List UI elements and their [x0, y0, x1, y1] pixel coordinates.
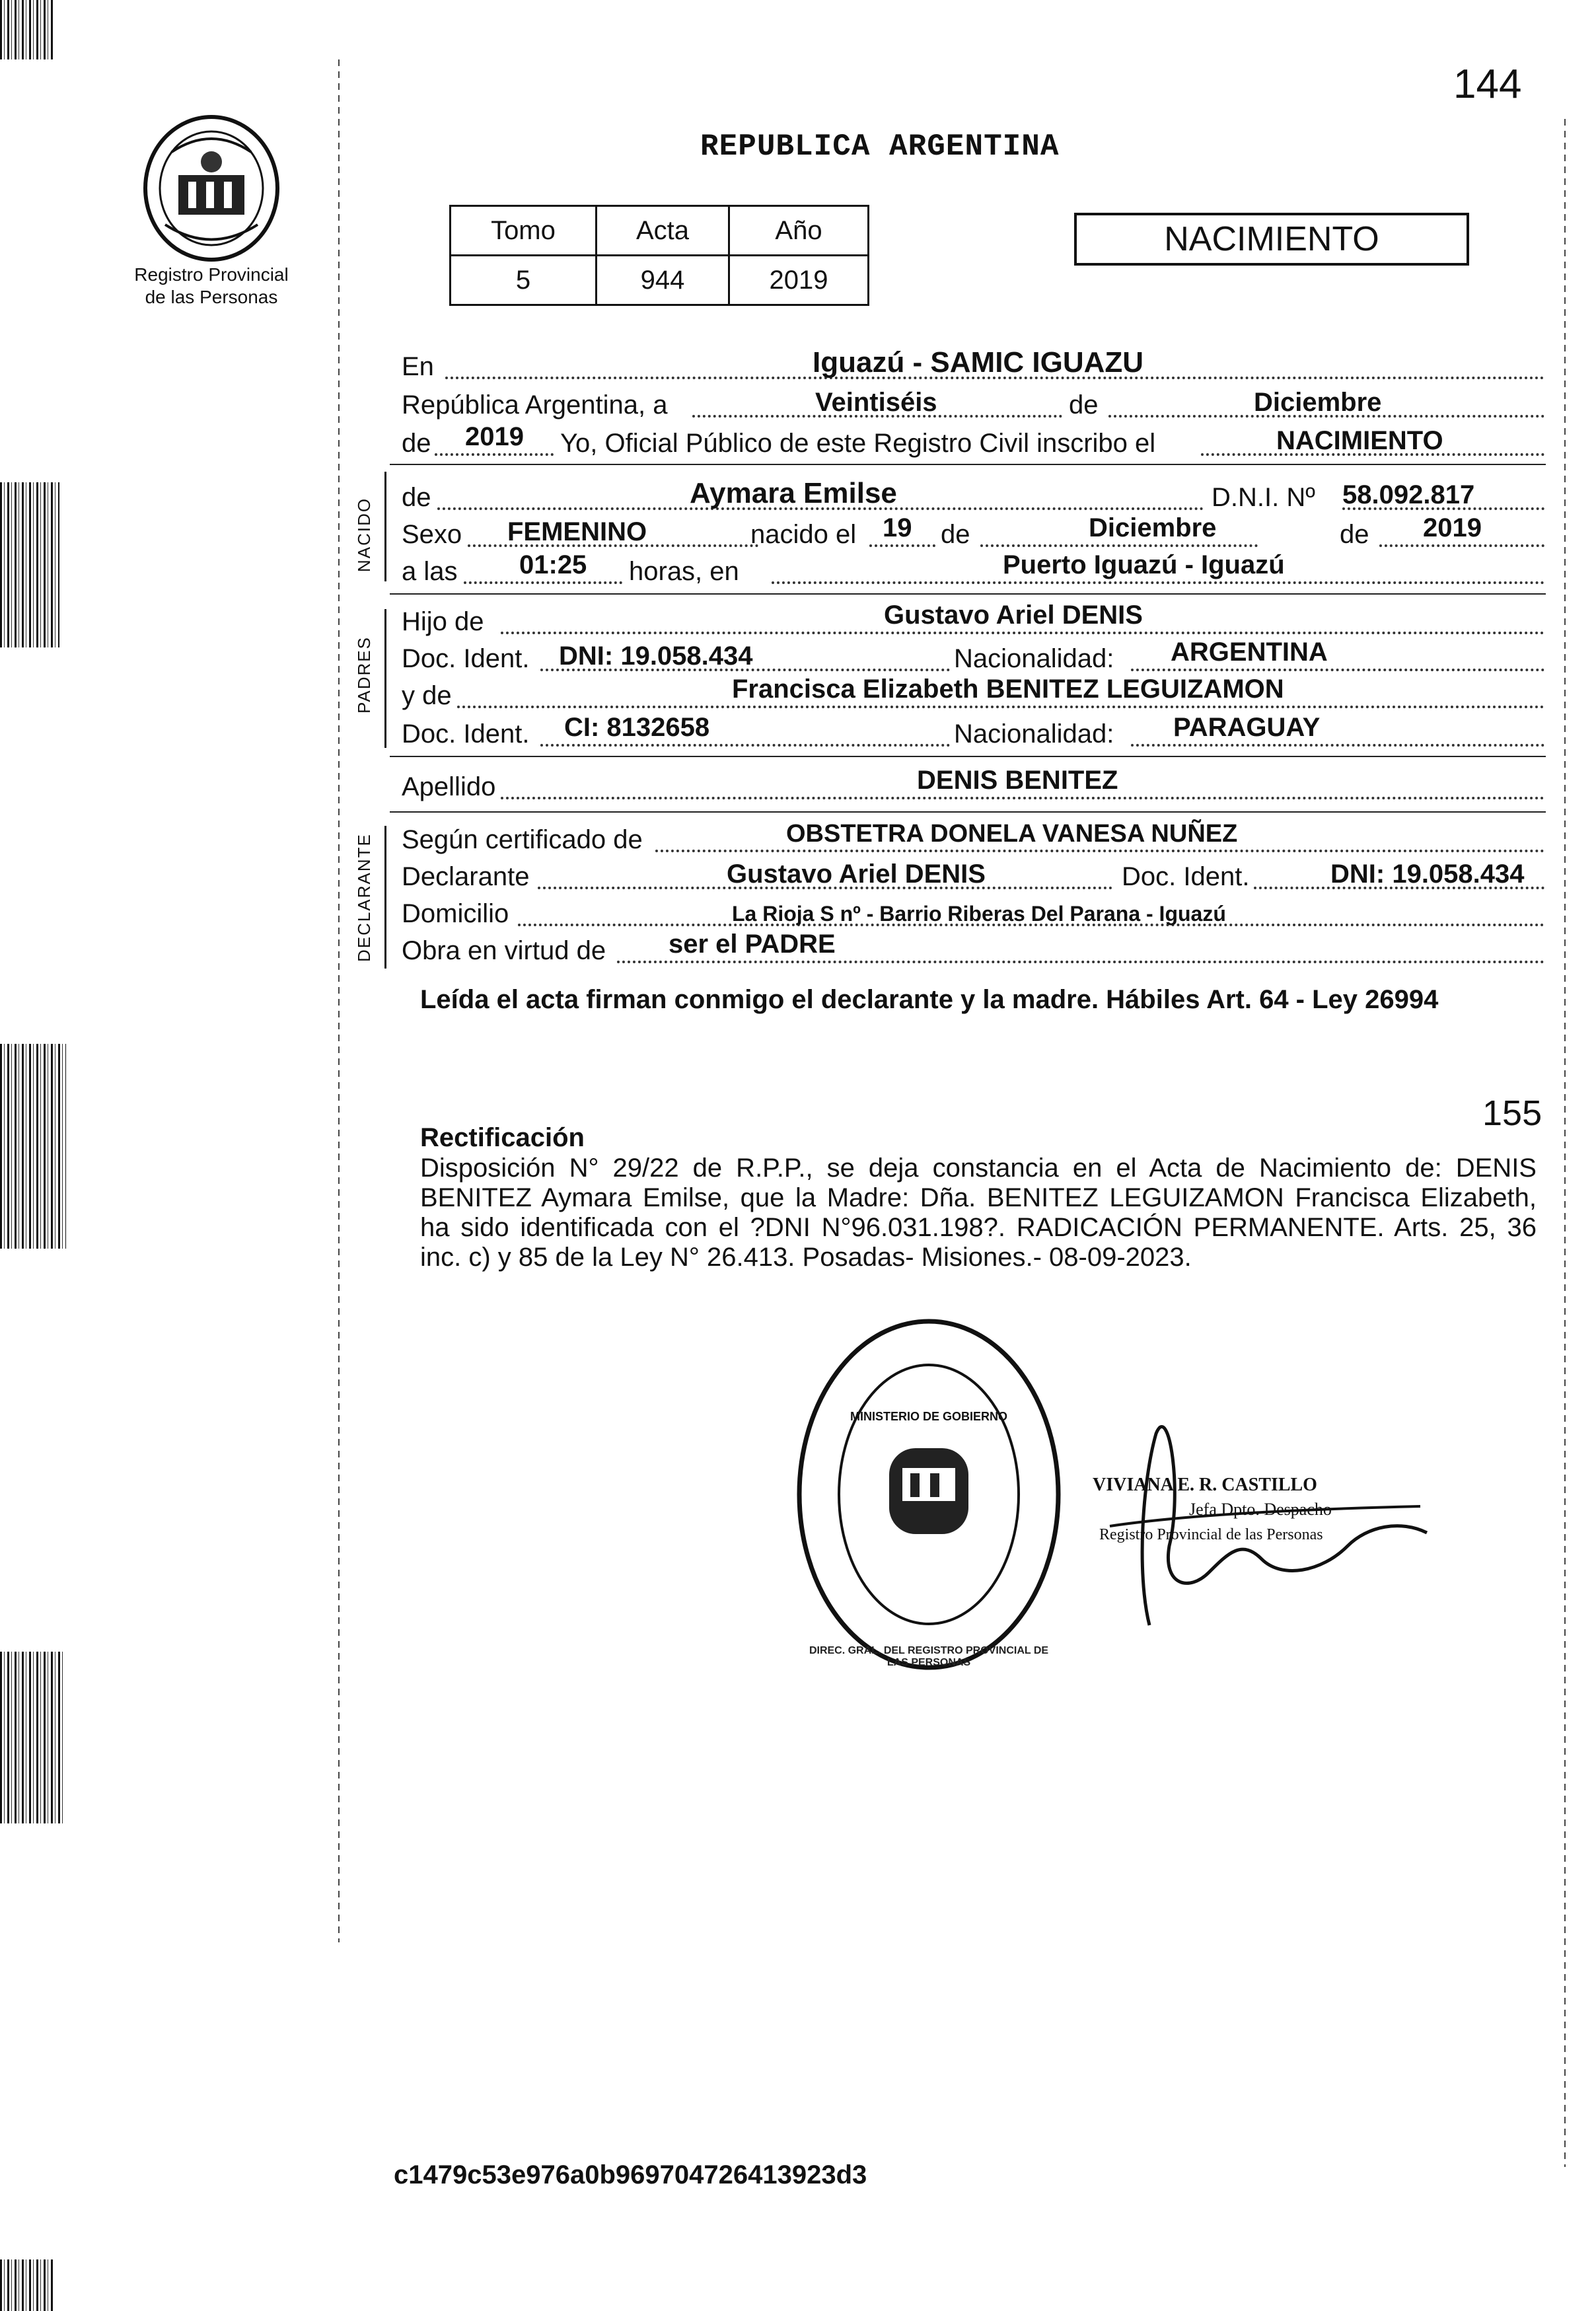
- label-name-de: de: [402, 483, 431, 512]
- label-de: de: [1069, 390, 1099, 420]
- page-number: 144: [1453, 61, 1522, 107]
- binding-strip-2: [0, 1044, 66, 1249]
- binding-strip-bottom: [0, 2259, 53, 2311]
- registry-header-ano: Año: [729, 206, 868, 256]
- registry-value-acta: 944: [596, 256, 729, 305]
- label-apellido: Apellido: [402, 772, 496, 801]
- dotted-line: [772, 581, 1544, 584]
- label-en: En: [402, 352, 434, 381]
- emblem-caption-1: Registro Provincial: [134, 264, 289, 285]
- label-obra: Obra en virtud de: [402, 936, 606, 965]
- row-nombre: [402, 477, 1544, 517]
- label-de2: de: [402, 429, 431, 458]
- section-label-nacido: NACIDO: [354, 497, 374, 572]
- row-apellido: [402, 766, 1544, 806]
- act-type-box: NACIMIENTO: [1074, 213, 1469, 266]
- registry-table-value-row: [451, 256, 869, 305]
- registry-table: [449, 205, 869, 306]
- dotted-line: [617, 961, 1544, 963]
- section-label-padres: PADRES: [354, 636, 374, 714]
- stamp-inner-text: MINISTERIO DE GOBIERNO: [850, 1410, 1008, 1423]
- emblem-caption-2: de las Personas: [145, 287, 278, 307]
- label-declarante: Declarante: [402, 862, 530, 891]
- label-doc-ident2: Doc. Ident.: [402, 719, 530, 749]
- row-sexo: [402, 513, 1544, 554]
- value-birth-month: Diciembre: [1089, 513, 1217, 542]
- value-declarante: Gustavo Ariel DENIS: [727, 860, 986, 889]
- row-hora: [402, 550, 1544, 591]
- dotted-line: [1131, 669, 1544, 671]
- value-father-doc: DNI: 19.058.434: [559, 642, 753, 671]
- dotted-line: [501, 797, 1544, 799]
- value-inscribo: NACIMIENTO: [1276, 426, 1443, 455]
- value-dni: 58.092.817: [1342, 480, 1475, 509]
- value-obra: ser el PADRE: [669, 930, 836, 959]
- padres-bracket: [384, 609, 386, 748]
- label-de3: de: [941, 520, 970, 549]
- label-y-de: y de: [402, 681, 452, 710]
- dotted-line: [1379, 544, 1544, 547]
- row-father-doc: [402, 638, 1544, 678]
- label-domicilio: Domicilio: [402, 899, 509, 928]
- dotted-line: [457, 706, 1544, 708]
- stamp-seal-icon: [790, 1316, 1068, 1673]
- value-en: Iguazú - SAMIC IGUAZU: [813, 346, 1144, 379]
- rectification-number: 155: [1482, 1093, 1542, 1133]
- row-declarante: [402, 860, 1544, 896]
- registry-table-header-row: [451, 206, 869, 256]
- label-nacido-el: nacido el: [750, 520, 857, 549]
- row-en: [402, 346, 1544, 386]
- label-republica: República Argentina, a: [402, 390, 668, 420]
- label-a-las: a las: [402, 557, 458, 586]
- label-nacionalidad: Nacionalidad:: [954, 644, 1114, 673]
- registry-value-ano: 2019: [729, 256, 868, 305]
- label-doc-ident: Doc. Ident.: [402, 644, 530, 673]
- row-y-de: [402, 675, 1544, 715]
- label-horas: horas, en: [629, 557, 739, 586]
- signature-role: Jefa Dpto. Despacho: [1189, 1500, 1332, 1519]
- binding-strip-3: [0, 1652, 63, 1823]
- dotted-line: [464, 581, 622, 584]
- left-margin-line: [338, 59, 340, 1942]
- value-year: 2019: [465, 422, 524, 451]
- dotted-line: [869, 544, 935, 547]
- value-birth-day: 19: [883, 513, 912, 542]
- row-fecha: [402, 388, 1544, 424]
- value-father-name: Gustavo Ariel DENIS: [884, 601, 1143, 630]
- stamp-ring-text: DIREC. GRAL. DEL REGISTRO PROVINCIAL DE LAS PERSONAS: [809, 1645, 1049, 1668]
- value-mother-doc: CI: 8132658: [564, 713, 710, 742]
- value-mother-nat: PARAGUAY: [1173, 713, 1321, 742]
- nacido-bracket: [384, 472, 386, 581]
- value-sexo: FEMENINO: [507, 517, 647, 546]
- label-certificado: Según certificado de: [402, 825, 643, 854]
- label-sexo: Sexo: [402, 520, 462, 549]
- row-hijo: [402, 601, 1544, 641]
- province-emblem: [132, 112, 291, 264]
- value-birth-time: 01:25: [519, 550, 587, 579]
- dotted-line: [435, 453, 554, 456]
- document-hash: c1479c53e976a0b969704726413923d3: [394, 2160, 867, 2189]
- value-mother-name: Francisca Elizabeth BENITEZ LEGUIZAMON: [732, 675, 1284, 704]
- dotted-line: [501, 632, 1544, 634]
- value-father-nat: ARGENTINA: [1171, 638, 1328, 667]
- label-nacionalidad2: Nacionalidad:: [954, 719, 1114, 749]
- signature-name: VIVIANA E. R. CASTILLO: [1093, 1475, 1317, 1495]
- separator-line: [390, 811, 1546, 813]
- right-margin-line: [1564, 119, 1566, 2167]
- value-day: Veintiséis: [815, 388, 937, 417]
- official-stamp: [790, 1316, 1068, 1673]
- dotted-line: [980, 544, 1258, 547]
- separator-line: [390, 464, 1546, 465]
- rectification-heading: Rectificación: [420, 1123, 585, 1152]
- label-doc-ident3: Doc. Ident.: [1122, 862, 1250, 891]
- closing-text: Leída el acta firman conmigo el declarante y la madre. Hábiles Art. 64 - Ley 26994: [420, 985, 1439, 1014]
- label-de4: de: [1340, 520, 1369, 549]
- value-certificado: OBSTETRA DONELA VANESA NUÑEZ: [786, 820, 1238, 848]
- value-birth-year: 2019: [1423, 513, 1482, 542]
- row-inscribo: [402, 422, 1544, 462]
- registry-value-tomo: 5: [451, 256, 597, 305]
- signature-org: Registro Provincial de las Personas: [1099, 1526, 1323, 1543]
- dotted-line: [655, 850, 1544, 852]
- row-domicilio: [402, 897, 1544, 933]
- rectification-body: Disposición N° 29/22 de R.P.P., se deja constancia en el Acta de Nacimiento de: DENIS BENITEZ Aymara Emilse, que la Madre: Dña. BENITEZ LEGUIZAMON Francisca Elizabeth, ha sido identificada con el ?DNI N°96.031.198?. RADICACIÓN PERMANENTE. Arts. 25, 36 inc. c) y 85 de la Ley N° 26.413. Posadas- Misiones.- 08-09-2023.: [420, 1154, 1537, 1272]
- declarante-bracket: [384, 826, 386, 969]
- value-month: Diciembre: [1254, 388, 1382, 417]
- label-hijo: Hijo de: [402, 607, 484, 636]
- dotted-line: [540, 744, 950, 747]
- binding-strip-1: [0, 482, 59, 647]
- value-apellido: DENIS BENITEZ: [917, 766, 1118, 795]
- separator-line: [390, 756, 1546, 757]
- value-declarante-doc: DNI: 19.058.434: [1330, 860, 1525, 889]
- registry-header-tomo: Tomo: [451, 206, 597, 256]
- value-birth-place: Puerto Iguazú - Iguazú: [1003, 550, 1285, 579]
- binding-strip-top: [0, 0, 53, 59]
- value-domicilio: La Rioja S nº - Barrio Riberas Del Parana - Iguazú: [732, 902, 1226, 926]
- label-dni: D.N.I. Nº: [1212, 483, 1315, 512]
- separator-line: [390, 593, 1546, 595]
- row-mother-doc: [402, 713, 1544, 753]
- row-certificado: [402, 820, 1544, 859]
- registry-header-acta: Acta: [596, 206, 729, 256]
- label-yo: Yo, Oficial Público de este Registro Civil inscribo el: [560, 429, 1156, 458]
- row-obra: [402, 930, 1544, 970]
- document-title: REPUBLICA ARGENTINA: [700, 129, 1060, 164]
- dotted-line: [1131, 744, 1544, 747]
- section-label-declarante: DECLARANTE: [354, 833, 374, 962]
- emblem-seal-icon: [132, 112, 291, 264]
- value-name: Aymara Emilse: [690, 477, 897, 509]
